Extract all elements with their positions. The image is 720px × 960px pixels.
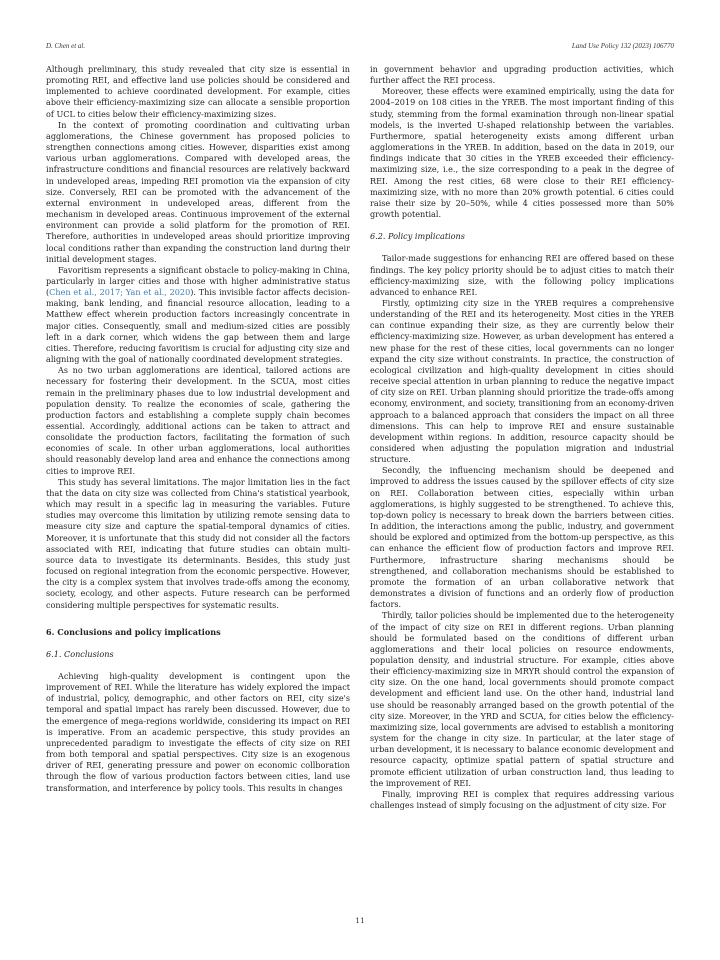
header-authors: D. Chen et al. xyxy=(46,42,86,50)
paragraph: Secondly, the influencing mechanism should be deepened and improved to address the issues caused by the spillover effects of city size on REI. Collaboration between cities, especially within urban agglomerations, is highly suggested to be strengthened. To achieve this, top-down policy is necessary to break down the barriers between cities. In addition, the interactions among the public, industry, and government should be explored and optimized from the bottom-up perspective, as this can enhance the efficient flow of production factors and improve REI. Furthermore, infrastructure sharing mechanisms should be strengthened, and collaboration mechanisms should be established to promote the formation of an urban collaborative network that demonstrates a division of functions and an orderly flow of production factors. xyxy=(370,465,674,610)
citation-link[interactable]: Chen et al., 2017; Yan et al., 2020 xyxy=(49,287,191,298)
subsection-heading: 6.1. Conclusions xyxy=(46,648,114,659)
paragraph xyxy=(46,265,350,365)
paragraph: Although preliminary, this study revealed that city size is essential in promoting REI, and effective land use policies should be considered and implemented to achieve coordinated development. For example, cities above their efficiency-maximizing size can allocate a sensible proportion of UCL to cities below their efficiency-maximizing sizes. xyxy=(46,64,350,119)
paragraph: Firstly, optimizing city size in the YREB requires a comprehensive understanding of the REI and its heterogeneity. Most cities in the YREB can continue expanding their size, as they are currently below their efficiency-maximizing size. However, as urban development has entered a new phase for the rest of these cities, local governments can no longer expand the city size without constraints. In practice, the construction of ecological civilization and high-quality development in cities should receive special attention in urban planning to reduce the negative impact of city size on REI. Urban planning should prioritize the trade-offs among economy, environment, and society, transitioning from an economy-driven approach to a balanced approach that considers the impact on all three dimensions. This can help to improve REI and ensure sustainable development within regions. In addition, resource capacity should be considered when adjusting the population migration and industrial structure. xyxy=(370,297,674,465)
paragraph: Thirdly, tailor policies should be implemented due to the heterogeneity of the impact of city size on REI in different regions. Urban planning should be formulated based on the conditions of different urban agglomerations and their local policies on resource endowments, population density, and industrial structure. For example, cities above their efficiency-maximizing size in MRYR should control the expansion of city size. On the one hand, local governments should promote compact development and efficient land use. On the other hand, industrial land use should be reasonably arranged based on the growth potential of the city size. Moreover, in the YRD and SCUA, for cities below the efficiency-maximizing size, local governments are advised to establish a monitoring system for the change in city size. In particular, at the later stage of urban development, it is necessary to balance economic development and resource capacity, optimize spatial pattern of spatial structure and promote efficient utilization of urban construction land, thus leading to the improvement of REI. xyxy=(370,610,675,788)
paragraph: Finally, improving REI is complex that requires addressing various challenges instead of simply focusing on the adjustment of city size. For xyxy=(370,788,674,810)
paragraph: Achieving high-quality development is contingent upon the improvement of REI. While the literature has widely explored the impact of industrial, policy, demographic, and other factors on REI, city size's temporal and spatial impact has rarely been discussed. However, due to the emergence of mega-regions worldwide, considering its impact on REI is imperative. From an academic perspective, this study provides an unprecedented paradigm to investigate the effects of city size on REI from both temporal and spatial perspectives. City size is an exogenous driver of REI, generating pressure and power on economic collboration through the flow of various production factors between cities, land use transformation, and interference by policy tools. This results in changes xyxy=(46,670,350,793)
paragraph: Moreover, these effects were examined empirically, using the data for 2004–2019 on 108 cities in the YREB. The most important finding of this study, stemming from the formal examination through non-linear spatial models, is the inverted U-shaped relationship between the variables. Furthermore, spatial heterogeneity exists among different urban agglomerations in the YREB. In addition, based on the data in 2019, our findings indicate that 30 cities in the YREB exceeded their efficiency-maximizing size, i.e., the size corresponding to a peak in the degree of REI. Among the rest cities, 68 were close to their REI efficiency-maximizing size, with no more than 20% growth potential. 6 cities could raise their size by 20–50%, while 4 cities possessed more than 50% growth potential. xyxy=(370,86,674,220)
paragraph-text: Favoritism represents a significant obstacle to policy-making in China, particularly in larger cities and those with higher administrative status ( xyxy=(46,264,350,298)
running-header xyxy=(46,42,674,54)
paragraph: Tailor-made suggestions for enhancing REI are offered based on these findings. The key policy priority should be to adjust cities to match their efficiency-maximizing size, with the following policy implications advanced to enhance REI. xyxy=(370,253,674,297)
paragraph: In the context of promoting coordination and cultivating urban agglomerations, the Chinese government has proposed policies to strengthen connections among cities. However, disparities exist among various urban agglomerations. Compared with developed areas, the infrastructure conditions and financial resources are relatively backward in undeveloped areas, impeding REI promotion via the expansion of city size. Conversely, REI can be promoted with the advancement of the external environment in undeveloped areas, different from the mechanism in developed areas. Continuous improvement of the external environment can provide a solid platform for the promotion of REI. Therefore, authorities in undeveloped areas should prioritize improving local conditions rather than expanding the construction land during their initial development stages. xyxy=(46,119,350,264)
left-column xyxy=(46,64,350,794)
right-column xyxy=(370,64,674,811)
paragraph: This study has several limitations. The major limitation lies in the fact that the data on city size was collected from China's statistical yearbook, which may result in a specific lag in measuring the variables. Future studies may overcome this limitation by utilizing remote sensing data to measure city size and capture the spatial-temporal dynamics of cities. Moreover, it is unfortunate that this study did not consider all the factors associated with REI, indicating that future studies can obtain multi-source data to investigate its determinants. Besides, this study just focused on regional integration from the economic perspective. However, the city is a complex system that involves trade-offs among the economy, society, ecology, and other aspects. Future research can be performed considering multiple perspectives for systematic results. xyxy=(46,476,350,610)
header-journal: Land Use Policy 132 (2023) 106770 xyxy=(571,42,674,50)
page-number: 11 xyxy=(355,916,365,925)
paragraph-text: ). This invisible factor affects decision-making, bank lending, and financial resource allocation, leading to a Matthew effect wherein production factors increasingly concentrate in major cities. Consequently, small and medium-sized cities are possibly left in a dark corner, which widens the gap between them and large cities. Therefore, reducing favoritism is crucial for adjusting city size and aligning with the goal of nationally coordinated development strategies. xyxy=(46,287,350,365)
section-heading: 6. Conclusions and policy implications xyxy=(46,626,221,637)
subsection-heading: 6.2. Policy implications xyxy=(370,231,465,242)
paragraph: As no two urban agglomerations are identical, tailored actions are necessary for fostering their development. In the SCUA, most cities remain in the preliminary phases due to low industrial development and population density. To realize the economies of scale, gathering the production factors and establishing a complete supply chain becomes essential. Accordingly, additional actions can be taken to attract and consolidate the production factors, facilitating the formation of such economies of scale. In other urban agglomerations, local authorities should reasonably develop land area and enhance the connections among cities to improve REI. xyxy=(46,365,350,476)
paragraph: in government behavior and upgrading production activities, which further affect the REI process. xyxy=(370,64,674,86)
